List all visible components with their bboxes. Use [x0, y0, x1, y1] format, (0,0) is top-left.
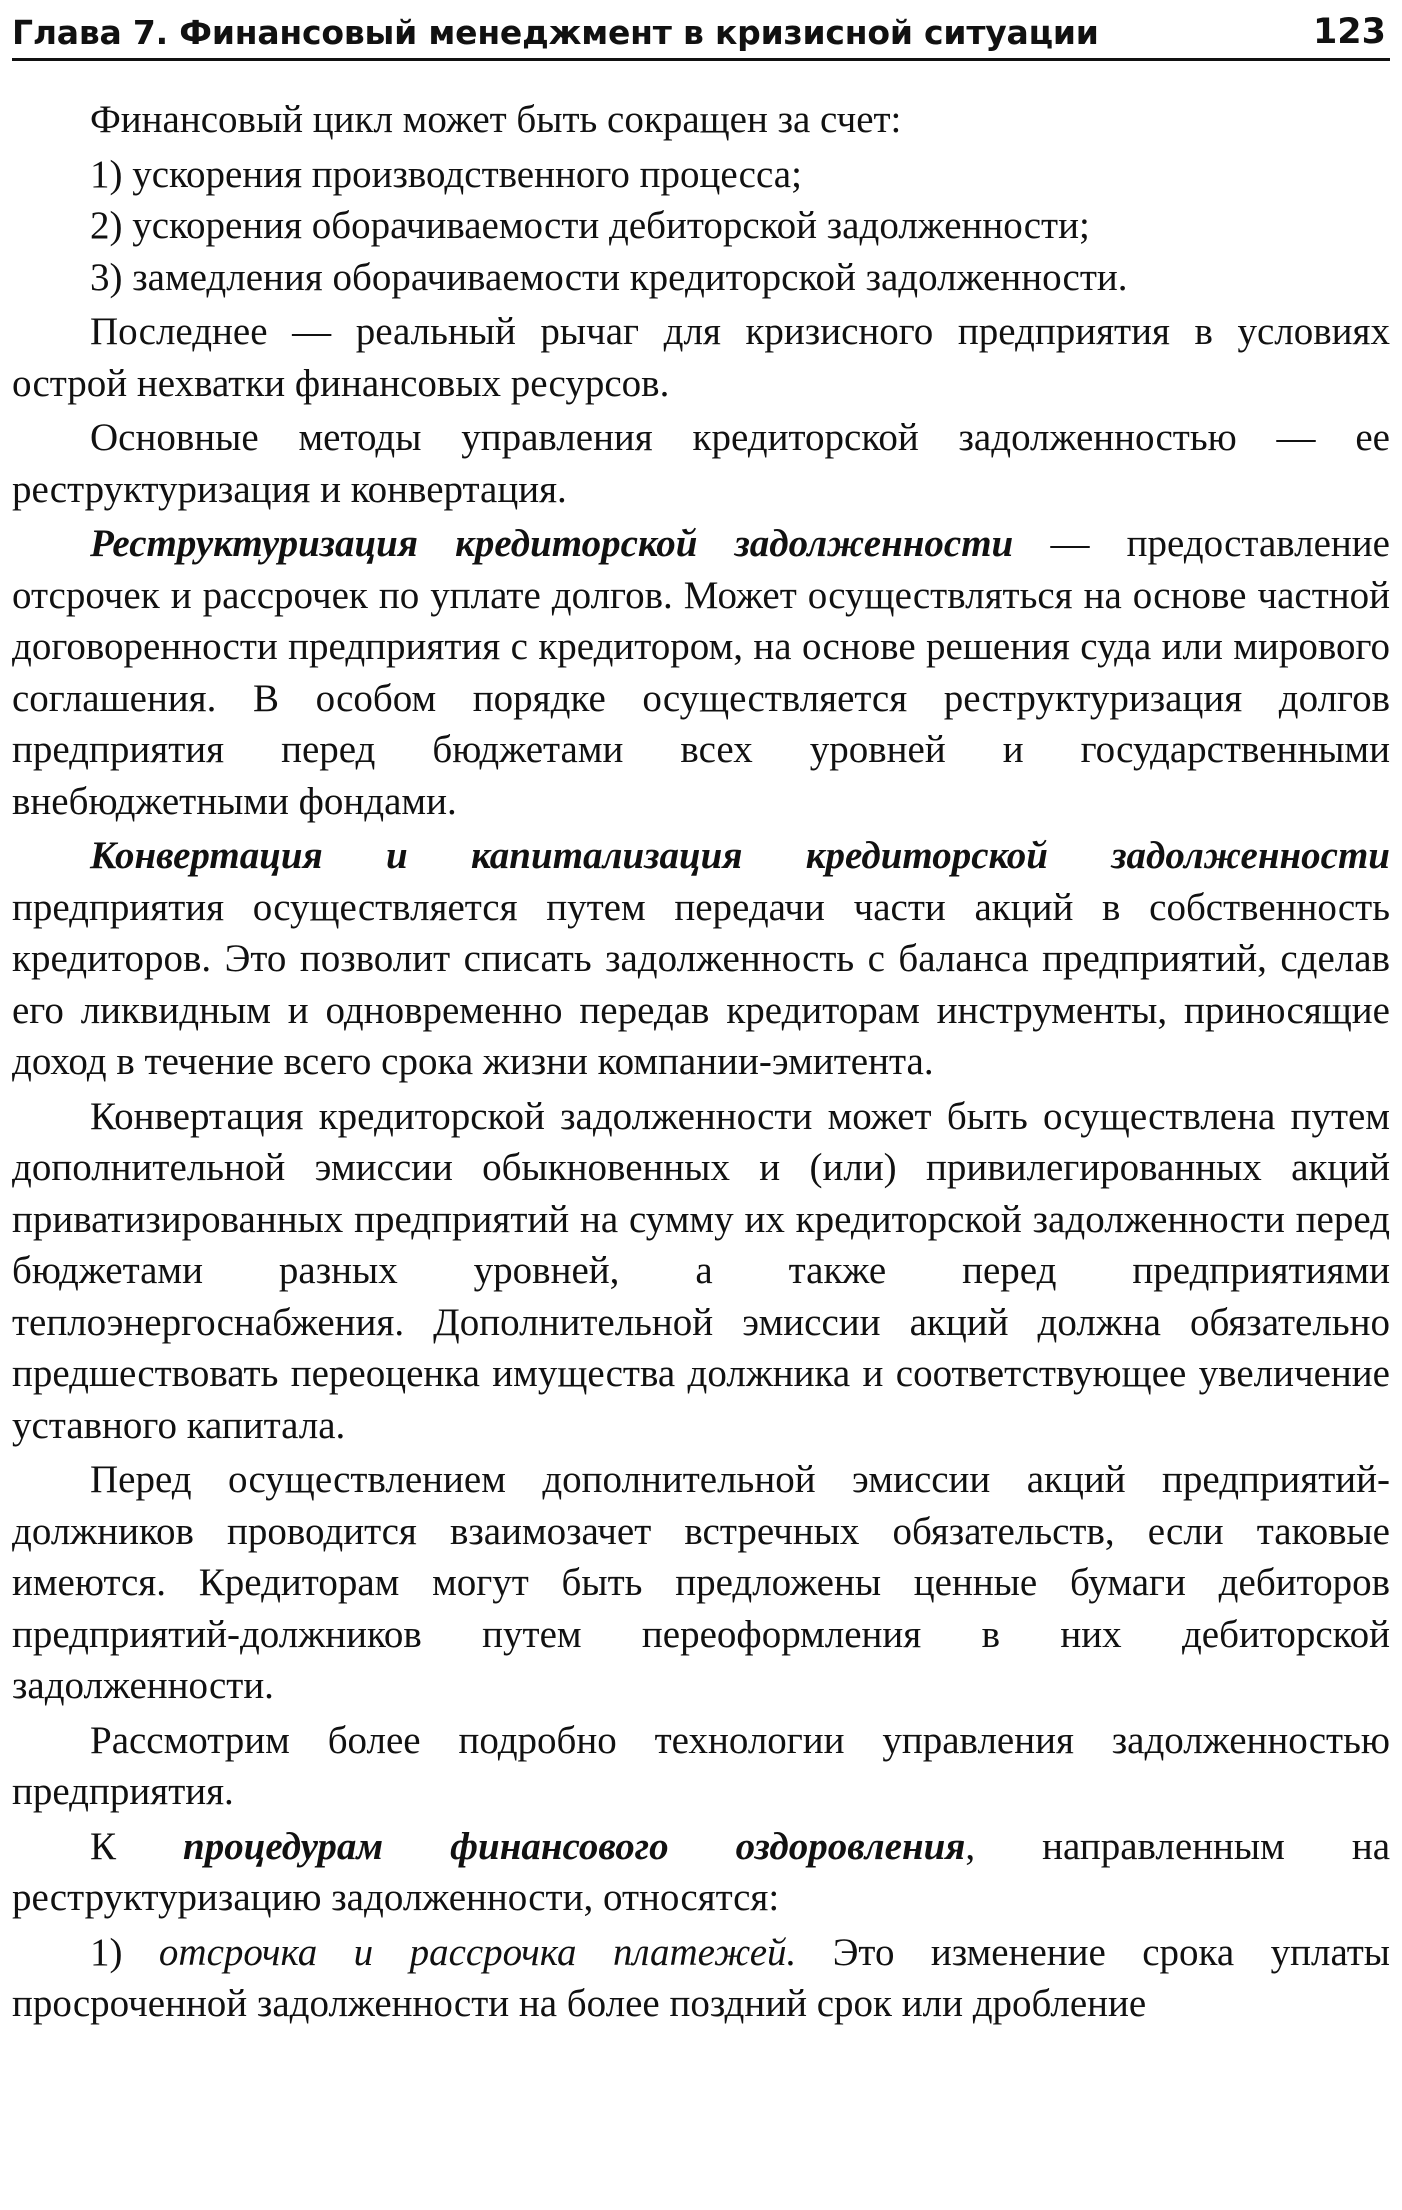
- running-header: [12, 6, 1390, 61]
- paragraph-text: К: [90, 1824, 184, 1868]
- body-text: [12, 94, 1390, 2033]
- term-procedures: процедурам финансового оздоровления: [183, 1824, 966, 1868]
- list-item: 3) замедления оборачиваемости кредиторской задолженности.: [90, 255, 1128, 299]
- paragraph: Основные методы управления кредиторской задолженностью — ее реструктуризация и конвертация.: [12, 416, 1390, 511]
- paragraph-deferral: [12, 1927, 1390, 2030]
- paragraph-text: , направленным на реструктуризацию задолженности, относятся:: [12, 1824, 1391, 1919]
- paragraph-text: Это изменение срока уплаты просроченной задолженности на более поздний срок или дробление: [12, 1930, 1390, 2025]
- paragraph-conversion: [12, 830, 1390, 1088]
- paragraph-restructuring: [12, 518, 1390, 827]
- paragraph: Рассмотрим более подробно технологии управления задолженностью предприятия.: [12, 1718, 1390, 1813]
- paragraph: Последнее — реальный рычаг для кризисного предприятия в условиях острой нехватки финансовых ресурсов.: [12, 310, 1390, 405]
- paragraph-text: — предоставление отсрочек и рассрочек по уплате долгов. Может осуществляться на основе частной договоренности предприятия с кредитором, на основе решения суда или мирового соглашения. В особом порядке осуществляется реструктуризация долгов предприятия перед бюджетами всех уровней и государственными внебюджетными фондами.: [12, 522, 1390, 823]
- term-conversion: Конвертация и капитализация кредиторской задолженности: [90, 834, 1390, 877]
- paragraph: Конвертация кредиторской задолженности может быть осуществлена путем дополнительной эмиссии обыкновенных и (или) привилегированных акций приватизированных предприятий на сумму их кредиторской задолженности перед бюджетами разных уровней, а также перед предприятиями теплоэнергоснабжения. Дополнительной эмиссии акций должна обязательно предшествовать переоценка имущества должника и соответствующее увеличение уставного капитала.: [12, 1094, 1390, 1447]
- paragraph: Перед осуществлением дополнительной эмиссии акций предприятий-должников проводится взаимозачет встречных обязательств, если таковые имеются. Кредиторам могут быть предложены ценные бумаги дебиторов предприятий-должников путем переоформления в них дебиторской задолженности.: [12, 1458, 1390, 1707]
- term-deferral: отсрочка и рассрочка платежей.: [158, 1930, 797, 1974]
- paragraph-procedures: [12, 1821, 1390, 1924]
- paragraph-text: 1): [90, 1930, 159, 1974]
- list-item: 2) ускорения оборачиваемости дебиторской задолженности;: [90, 204, 1090, 247]
- page-number: 123: [1312, 12, 1386, 52]
- chapter-title: Глава 7. Финансовый менеджмент в кризисной ситуации: [12, 13, 1099, 52]
- paragraph-intro: Финансовый цикл может быть сокращен за счет:: [90, 98, 902, 141]
- paragraph-text: предприятия осуществляется путем передачи части акций в собственность кредиторов. Это позволит списать задолженность с баланса предприятий, сделав его ликвидным и одновременно передав кредиторам инструменты, приносящие доход в течение всего срока жизни компании-эмитента.: [12, 885, 1390, 1083]
- term-restructuring: Реструктуризация кредиторской задолженности: [90, 522, 1014, 565]
- list-item: 1) ускорения производственного процесса;: [90, 152, 802, 196]
